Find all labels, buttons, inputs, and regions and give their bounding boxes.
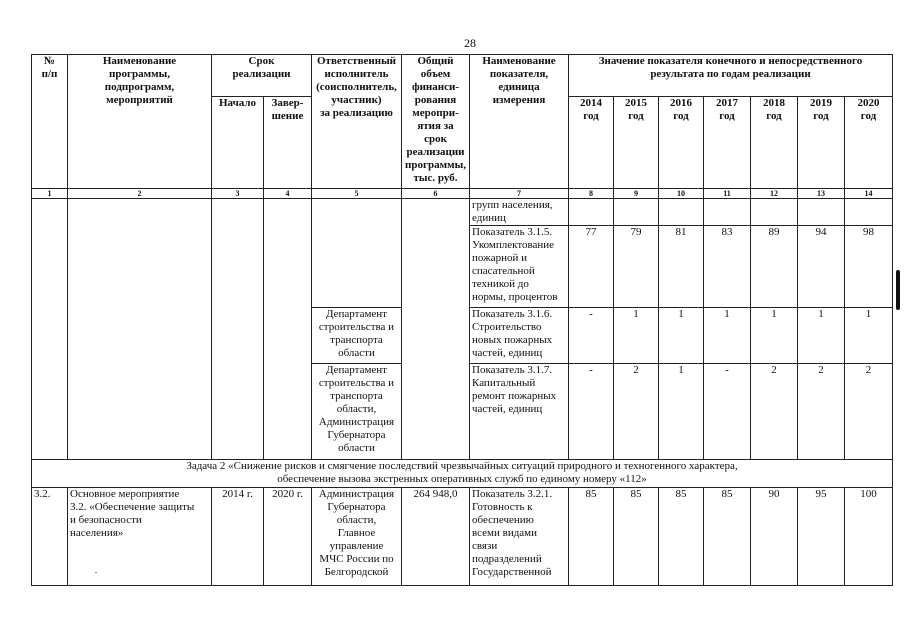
cell-value <box>569 199 614 226</box>
cell-value <box>659 199 704 226</box>
header-end <box>264 97 312 189</box>
cell-value: - <box>569 308 614 364</box>
cell-value: 79 <box>614 226 659 308</box>
header-indicator <box>470 55 569 189</box>
cell-indicator <box>470 488 569 586</box>
cell-value: 83 <box>704 226 751 308</box>
cell-value: 77 <box>569 226 614 308</box>
responsible-text: Департамент строительства и транспорта области <box>318 308 395 359</box>
binding-mark <box>896 270 900 310</box>
header-funding-text: Общий объем финанси- рования меропри- ятия за срок реализации программы, тыс. руб. <box>405 55 466 184</box>
cell-responsible <box>312 488 402 586</box>
cell-value: 2 <box>845 364 893 460</box>
column-number: 6 <box>402 189 470 199</box>
header-end-text: Завер- шение <box>271 97 304 122</box>
indicator-text: Показатель 3.1.6. Строительство новых пожарных частей, единиц <box>472 308 553 359</box>
column-number: 4 <box>264 189 312 199</box>
cell-responsible <box>312 308 402 364</box>
cell-start <box>212 488 264 586</box>
header-num-text: № п/п <box>41 55 58 80</box>
column-number: 8 <box>569 189 614 199</box>
cell-value: 95 <box>798 488 845 586</box>
cell-value: 1 <box>659 308 704 364</box>
cell-value: 2 <box>798 364 845 460</box>
column-number: 3 <box>212 189 264 199</box>
scan-speck <box>95 572 97 573</box>
cell-value: - <box>704 364 751 460</box>
table-row <box>32 199 893 226</box>
header-period-text: Срок реализации <box>232 55 291 80</box>
cell-num <box>32 199 68 460</box>
column-number: 9 <box>614 189 659 199</box>
cell-value: 1 <box>845 308 893 364</box>
cell-indicator <box>470 226 569 308</box>
task-row <box>32 460 893 488</box>
start-text: 2014 г. <box>222 488 253 500</box>
cell-start <box>212 199 264 460</box>
responsible-text: Департамент строительства и транспорта области, Администрация Губернатора области <box>318 364 395 454</box>
header-values-title-text: Значение показателя конечного и непосредственного результата по годам реализации <box>598 55 863 80</box>
cell-value: 85 <box>659 488 704 586</box>
responsible-text: Администрация Губернатора области, Главное управление МЧС России по Белгородской <box>318 488 395 578</box>
header-year <box>569 97 614 189</box>
end-text: 2020 г. <box>272 488 303 500</box>
cell-funding <box>402 488 470 586</box>
funding-text: 264 948,0 <box>413 488 458 500</box>
header-name <box>68 55 212 189</box>
cell-end <box>264 488 312 586</box>
cell-num <box>32 488 68 586</box>
header-year-text: 2015 год <box>625 97 647 122</box>
cell-end <box>264 199 312 460</box>
header-period <box>212 55 312 97</box>
cell-indicator <box>470 308 569 364</box>
header-year-text: 2018 год <box>763 97 785 122</box>
cell-value <box>798 199 845 226</box>
header-year <box>704 97 751 189</box>
column-number: 13 <box>798 189 845 199</box>
header-year <box>845 97 893 189</box>
cell-responsible <box>312 199 402 308</box>
column-number: 5 <box>312 189 402 199</box>
cell-value: 90 <box>751 488 798 586</box>
cell-value: 81 <box>659 226 704 308</box>
cell-value <box>704 199 751 226</box>
header-responsible-text: Ответственный исполнитель (соисполнитель, участник) за реализацию <box>316 55 397 119</box>
indicator-text: Показатель 3.2.1. Готовность к обеспечению всеми видами связи подразделений Государственной <box>472 488 553 578</box>
cell-value: 1 <box>659 364 704 460</box>
cell-value: 85 <box>614 488 659 586</box>
task-text: Задача 2 «Снижение рисков и смягчение последствий чрезвычайных ситуаций природного и техногенного характера, обеспечение вызова экстренных оперативных служб по единому номеру «112» <box>186 460 738 485</box>
header-funding <box>402 55 470 189</box>
cell-responsible <box>312 364 402 460</box>
program-table <box>31 54 893 586</box>
column-number: 12 <box>751 189 798 199</box>
indicator-text: Показатель 3.1.7. Капитальный ремонт пожарных частей, единиц <box>472 364 557 415</box>
cell-value: 85 <box>704 488 751 586</box>
header-indicator-text: Наименование показателя, единица измерения <box>482 55 556 106</box>
header-year <box>751 97 798 189</box>
cell-value <box>751 199 798 226</box>
column-number: 10 <box>659 189 704 199</box>
cell-value <box>845 199 893 226</box>
header-name-text: Наименование программы, подпрограмм, мероприятий <box>102 55 177 106</box>
cell-value: 2 <box>614 364 659 460</box>
header-year-text: 2020 год <box>857 97 880 122</box>
header-year-text: 2014 год <box>580 97 602 122</box>
page-number: 28 <box>464 36 476 50</box>
cell-name <box>68 199 212 460</box>
cell-value: 94 <box>798 226 845 308</box>
cell-value: 100 <box>845 488 893 586</box>
cell-name <box>68 488 212 586</box>
cell-value: - <box>569 364 614 460</box>
cell-value: 1 <box>704 308 751 364</box>
column-number: 7 <box>470 189 569 199</box>
cell-indicator <box>470 364 569 460</box>
header-num <box>32 55 68 189</box>
table-row <box>32 488 893 586</box>
header-year <box>659 97 704 189</box>
task-cell <box>32 460 893 488</box>
header-year-text: 2016 год <box>670 97 692 122</box>
cell-indicator <box>470 199 569 226</box>
header-year <box>798 97 845 189</box>
indicator-text: Показатель 3.1.5. Укомплектование пожарной и спасательной техникой до нормы, процентов <box>472 226 558 303</box>
header-year <box>614 97 659 189</box>
cell-value: 1 <box>798 308 845 364</box>
indicator-text: групп населения, единиц <box>472 199 553 224</box>
header-responsible <box>312 55 402 189</box>
cell-value <box>614 199 659 226</box>
header-year-text: 2017 год <box>716 97 738 122</box>
row-number-text: 3.2. <box>34 488 51 500</box>
cell-value: 1 <box>614 308 659 364</box>
column-number: 2 <box>68 189 212 199</box>
column-number: 11 <box>704 189 751 199</box>
column-number: 14 <box>845 189 893 199</box>
header-start-text: Начало <box>218 97 257 109</box>
cell-value: 98 <box>845 226 893 308</box>
measure-name-text: Основное мероприятие 3.2. «Обеспечение защиты и безопасности населения» <box>70 488 195 539</box>
cell-value: 85 <box>569 488 614 586</box>
cell-value: 89 <box>751 226 798 308</box>
cell-value: 2 <box>751 364 798 460</box>
header-start <box>212 97 264 189</box>
cell-funding <box>402 199 470 460</box>
header-year-text: 2019 год <box>810 97 832 122</box>
column-number: 1 <box>32 189 68 199</box>
header-values-title <box>569 55 893 97</box>
cell-value: 1 <box>751 308 798 364</box>
